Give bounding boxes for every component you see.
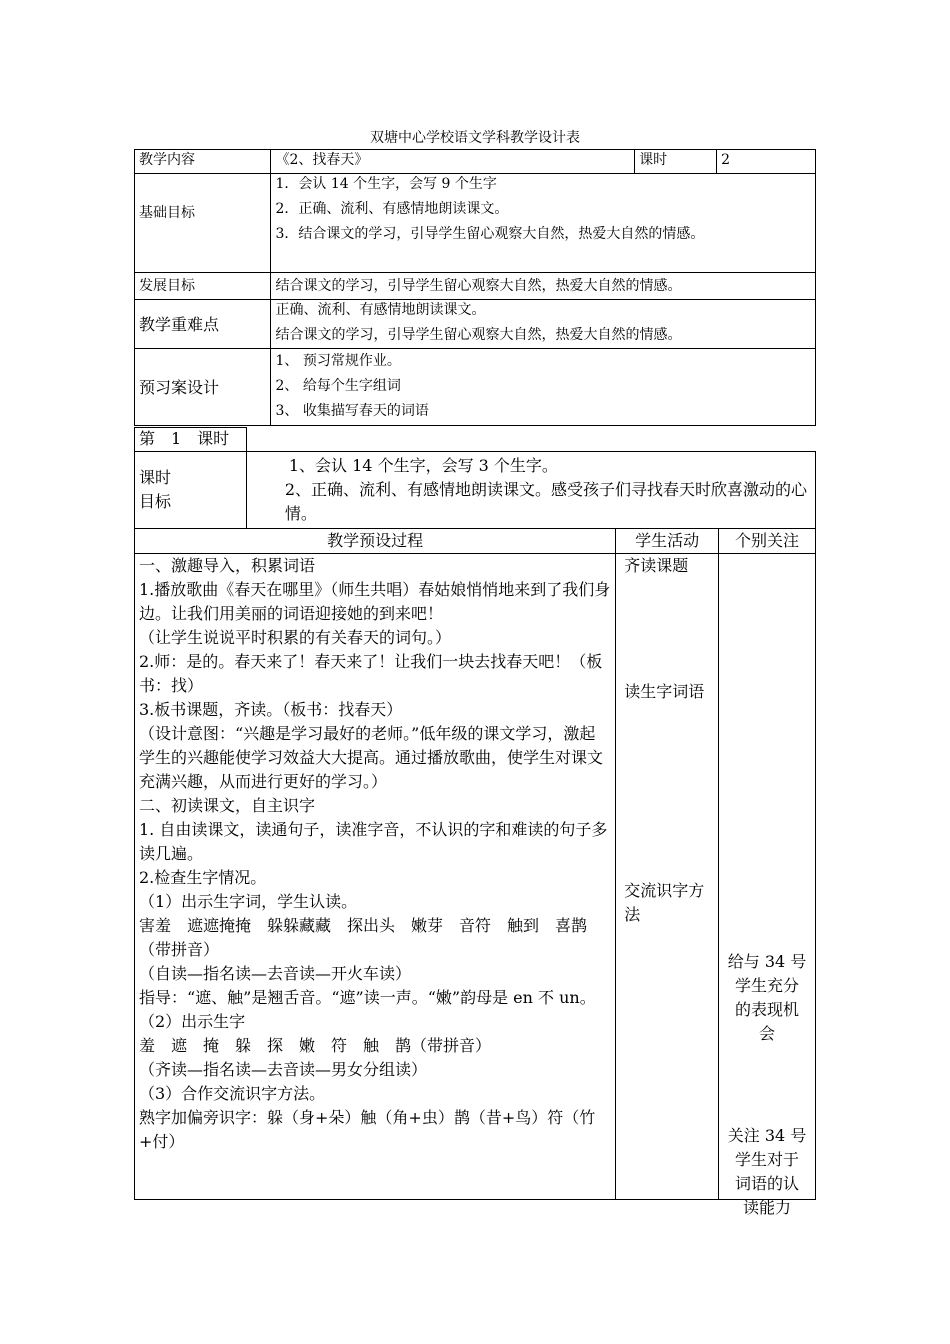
process-paragraph: 1. 自由读课文，读通句子，读准字音，不认识的字和难读的句子多读几遍。 [139,820,608,863]
basic-goal-line: 2．正确、流利、有感情地朗读课文。 [275,201,509,217]
process-paragraph: 2.检查生字情况。 [139,868,267,887]
key-point-cell [271,300,816,349]
design-table [134,149,816,426]
develop-goal-label: 发展目标 [135,273,271,300]
lesson-number: 第 1 课时 [135,428,247,452]
preview-line: 2、 给每个生字组词 [275,378,401,394]
process-paragraph: 羞 遮 掩 躲 探 嫩 符 触 鹊（带拼音） [139,1036,492,1055]
activity-item: 交流识字方法 [624,881,705,924]
lesson-number-blank [246,428,815,452]
activity-item: 齐读课题 [624,556,689,575]
activity-body [616,554,719,1200]
lesson-goal-cell [246,452,815,529]
key-point-label: 教学重难点 [135,300,271,349]
process-paragraph: 2.师：是的。春天来了！春天来了！让我们一块去找春天吧！（板书：找） [139,652,603,695]
process-paragraph: （齐读—指名读—去音读—男女分组读） [139,1060,428,1079]
preview-line: 1、 预习常规作业。 [275,353,401,369]
develop-goal-value: 结合课文的学习，引导学生留心观察大自然，热爱大自然的情感。 [271,273,816,300]
process-paragraph: （1）出示生字词，学生认读。 [139,892,358,911]
basic-goal-label: 基础目标 [135,174,271,273]
content-value: 《2、找春天》 [271,150,635,174]
activity-header: 学生活动 [616,529,719,554]
process-paragraph: （让学生说说平时积累的有关春天的词句。） [139,628,452,647]
period-value: 2 [717,150,816,174]
preview-line: 3、 收集描写春天的词语 [275,403,429,419]
basic-goal-line: 1．会认 14 个生字，会写 9 个生字 [275,176,497,192]
attention-item: 关注 34 号学生对于词语的认读能力 [727,1126,807,1217]
lesson-goal-line: 2、正确、流利、有感情地朗读课文。感受孩子们寻找春天时欣喜激动的心情。 [284,480,808,523]
process-paragraph: 害羞 遮遮掩掩 躲躲藏藏 探出头 嫩芽 音符 触到 喜鹊（带拼音） [139,916,588,959]
preview-cell [271,349,816,426]
process-paragraph: （设计意图：“兴趣是学习最好的老师。”低年级的课文学习，激起学生的兴趣能使学习效益大大提高。通过播放歌曲，使学生对课文充满兴趣，从而进行更好的学习。） [139,724,604,791]
process-paragraph: 1.播放歌曲《春天在哪里》（师生共唱）春姑娘悄悄地来到了我们身边。让我们用美丽的词语迎接她的到来吧！ [139,580,611,623]
process-paragraph: 熟字加偏旁识字：躲（身+朵）触（角+虫）鹊（昔+鸟）符（竹+付） [139,1108,596,1151]
key-point-line: 结合课文的学习，引导学生留心观察大自然，热爱大自然的情感。 [275,327,682,343]
preview-label: 预习案设计 [135,349,271,426]
period-label: 课时 [635,150,717,174]
process-paragraph: （3）合作交流识字方法。 [139,1084,326,1103]
key-point-line: 正确、流利、有感情地朗读课文。 [275,302,486,318]
attention-item: 给与 34 号学生充分的表现机会 [727,952,807,1043]
process-paragraph: （自读—指名读—去音读—开火车读） [139,964,412,983]
process-paragraph: 指导：“遮、触”是翘舌音。“遮”读一声。“嫩”韵母是 en 不 un。 [139,988,596,1007]
attention-body [719,554,816,1217]
process-paragraph: 一、激趣导入，积累词语 [139,556,316,575]
basic-goal-line: 3．结合课文的学习，引导学生留心观察大自然，热爱大自然的情感。 [275,226,705,242]
basic-goal-cell [271,174,816,273]
attention-header: 个别关注 [719,529,816,554]
activity-item: 读生字词语 [624,682,705,701]
process-table [134,528,816,1217]
process-header: 教学预设过程 [135,529,616,554]
process-paragraph: 3.板书课题，齐读。（板书：找春天） [139,700,403,719]
page-title: 双塘中心学校语文学科教学设计表 [370,130,580,146]
process-paragraph: （2）出示生字 [139,1012,246,1031]
content-label: 教学内容 [135,150,271,174]
process-body [135,554,616,1200]
lesson-goal-label: 课时 目标 [135,452,247,529]
lesson-goal-line: 1、会认 14 个生字，会写 3 个生字。 [288,456,558,475]
lesson-table [134,427,816,529]
process-paragraph: 二、初读课文，自主识字 [139,796,316,815]
